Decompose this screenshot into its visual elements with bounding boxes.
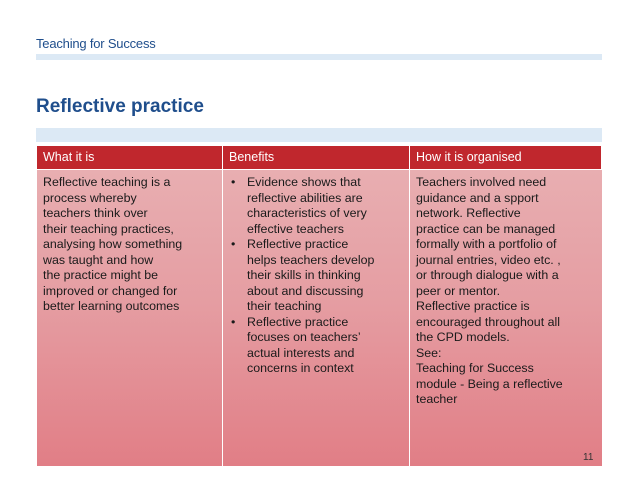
text-line: characteristics of very [247,206,367,220]
title-band [36,128,602,142]
text-line: Teachers involved need [416,175,547,189]
brand-logo-text: Teaching for Success [36,36,156,51]
text-line: Reflective teaching is a [43,175,171,189]
text-line: • Reflective practice [247,314,349,329]
text-line: module - Being a reflective [416,376,563,391]
benefit-item [229,315,403,377]
text-line: was taught and how [43,252,154,267]
text-line: focuses on teachers’ [247,330,361,344]
column-header-what-it-is: What it is [37,146,223,169]
cell-benefits [223,169,410,466]
reflective-practice-table [37,146,602,466]
text-line: their teaching practices, [43,221,174,236]
text-line: reflective abilities are [247,190,363,205]
text-line: analysing how something [43,237,183,251]
text-line: the practice might be [43,268,159,282]
text-line: guidance and a spport [416,190,539,205]
text-line: concerns in context [247,361,354,375]
text-line: the CPD models. [416,330,510,344]
text-line: journal entries, video etc. , [416,252,561,267]
cell-how-organised [410,169,602,466]
cell-what-it-is [37,169,223,466]
text-line: helps teachers develop [247,252,375,267]
text-line: practice can be managed [416,221,556,236]
text-line: Teaching for Success [416,361,534,375]
benefits-list [229,175,403,377]
text-line: effective teachers [247,221,344,236]
text-line: encouraged throughout all [416,314,560,329]
benefit-item [229,175,403,237]
column-header-benefits: Benefits [223,146,410,169]
text-line: Reflective practice is [416,299,530,313]
text-line: better learning outcomes [43,299,180,313]
text-line: • Evidence shows that [247,175,361,189]
text-line: their teaching [247,299,322,313]
text-line: teachers think over [43,206,148,220]
text-line: their skills in thinking [247,268,361,282]
text-line: formally with a portfolio of [416,237,557,251]
text-line: improved or changed for [43,283,178,298]
page-number: 11 [583,452,594,463]
text-line: or through dialogue with a [416,268,559,282]
text-line: See: [416,345,442,360]
text-line: about and discussing [247,283,364,298]
text-line: teacher [416,392,458,406]
header-divider [36,54,602,60]
column-header-how-organised: How it is organised [410,146,602,169]
slide-title: Reflective practice [36,96,204,117]
text-line: actual interests and [247,345,355,360]
text-line: peer or mentor. [416,283,501,298]
text-line: • Reflective practice [247,237,349,251]
benefit-item [229,237,403,315]
text-line: process whereby [43,190,137,205]
text-line: network. Reflective [416,206,521,220]
